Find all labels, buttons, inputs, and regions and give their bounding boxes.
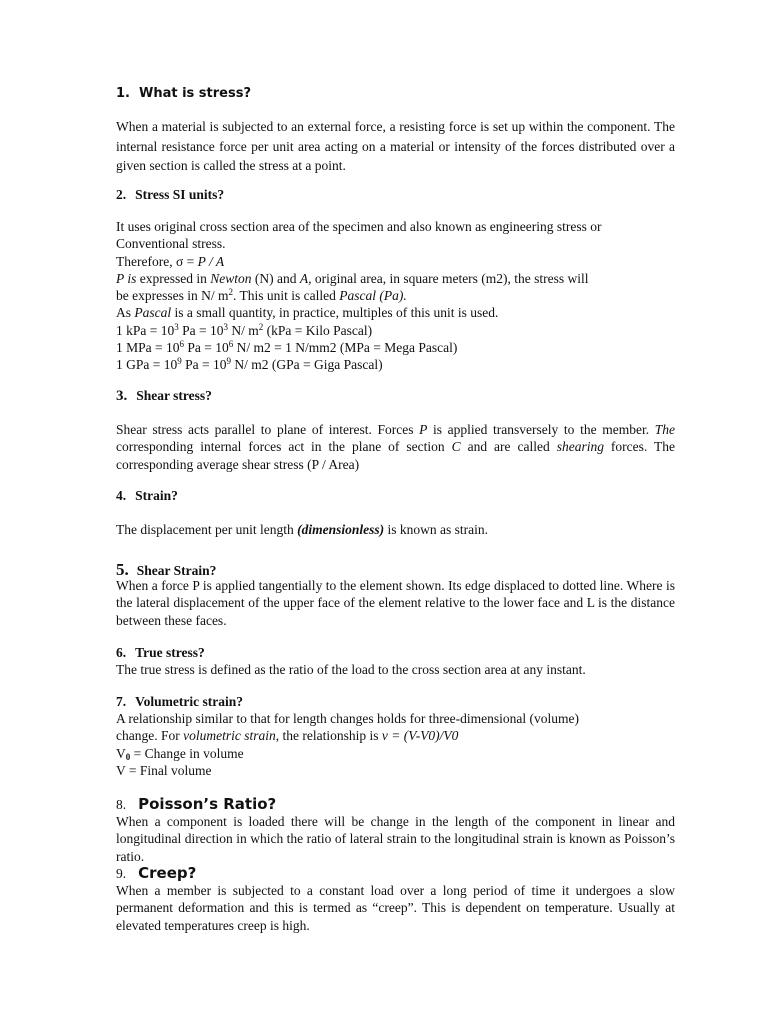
text-fragment: . This unit is called	[232, 288, 340, 304]
heading-title: Shear Strain?	[136, 563, 217, 578]
text-fragment: N/ m2 = 1 N/mm2 (MPa = Mega Pascal)	[233, 340, 458, 356]
heading-number: 3.	[116, 388, 128, 404]
text-fragment: Pa = 10	[178, 322, 224, 338]
text-fragment: be expresses in N/ m	[116, 288, 229, 304]
text-fragment: and are called	[460, 439, 550, 455]
text-line: It uses original cross section area of the specimen and also known as engineering stress or	[116, 219, 602, 234]
text-fragment: P is	[116, 270, 137, 286]
text-fragment: corresponding internal forces act in the plane of section	[116, 439, 452, 455]
heading-number: 6.	[116, 645, 127, 660]
paragraph-volumetric-strain	[116, 710, 675, 779]
text-fragment: is known as strain.	[384, 522, 488, 537]
text-fragment: Therefore, σ =	[116, 253, 198, 269]
text-fragment: (N) and	[251, 270, 300, 286]
text-line: V = Final volume	[116, 762, 212, 778]
text-fragment: = Change in volume	[130, 745, 244, 761]
text-fragment: Pa = 10	[181, 357, 227, 373]
text-fragment: A,	[299, 270, 312, 286]
heading-title: True stress?	[135, 645, 205, 660]
text-fragment: shearing	[556, 439, 604, 455]
formula-text: P / A	[197, 253, 225, 269]
text-fragment: 1 GPa = 10	[116, 357, 178, 373]
unit-line	[116, 356, 675, 373]
heading-volumetric-strain	[116, 694, 243, 710]
text-fragment: Pascal	[134, 305, 172, 321]
heading-number: 7.	[116, 694, 127, 709]
formula-text: v = (V-V0)/V0	[381, 728, 459, 744]
heading-creep	[116, 864, 196, 882]
heading-number: 2.	[116, 187, 127, 202]
paragraph-creep: When a member is subjected to a constant load over a long period of time it undergoes a slow permanent deformation and this is termed as “creep”. This is dependent on temperature. Usually at elevated temperatures creep is high.	[116, 883, 675, 933]
text-line	[116, 745, 675, 762]
paragraph-strain	[116, 521, 675, 538]
text-line: A relationship similar to that for length changes holds for three-dimensional (volume)	[116, 711, 580, 726]
heading-title: Strain?	[135, 488, 178, 503]
paragraph-true-stress: The true stress is defined as the ratio of the load to the cross section area at any instant.	[116, 662, 586, 677]
text-fragment: is applied transversely to the	[427, 422, 597, 437]
text-fragment: forces. The corresponding average shear stress (P / Area)	[116, 439, 675, 472]
text-fragment: N/ m	[228, 322, 259, 338]
text-fragment: C	[451, 439, 461, 455]
superscript: 3	[174, 321, 179, 332]
text-fragment: V	[116, 745, 126, 761]
heading-title: Shear stress?	[136, 388, 212, 403]
heading-title: Volumetric strain?	[135, 694, 243, 709]
text-fragment: As	[116, 305, 135, 321]
text-fragment: original area, in square meters (m2), the stress will	[311, 270, 589, 286]
text-fragment: is a small quantity, in practice, multiples of this unit is used.	[171, 305, 499, 321]
text-fragment: 1 kPa = 10	[116, 322, 175, 338]
superscript: 9	[226, 356, 231, 367]
text-fragment: Pa = 10	[184, 340, 229, 356]
superscript: 9	[177, 356, 182, 367]
heading-title: Creep?	[138, 864, 197, 882]
text-fragment: 1 MPa = 10	[116, 340, 180, 356]
heading-title: Stress SI units?	[135, 187, 225, 202]
text-line	[116, 270, 675, 287]
text-fragment: P	[419, 422, 428, 437]
paragraph-stress-si-units	[116, 218, 675, 374]
unit-line	[116, 322, 675, 339]
heading-number: 4.	[116, 488, 127, 503]
text-fragment: expressed in	[136, 270, 211, 286]
heading-strain	[116, 488, 178, 504]
formula-line	[116, 253, 675, 270]
superscript: 6	[228, 339, 234, 350]
text-fragment: The displacement per unit length	[116, 522, 298, 537]
text-line	[116, 304, 675, 321]
text-fragment: volumetric strain	[183, 728, 276, 744]
heading-number: 1.	[116, 86, 130, 101]
text-line	[116, 727, 675, 744]
text-fragment: Pascal (Pa).	[339, 288, 407, 304]
text-fragment: (kPa = Kilo Pascal)	[263, 322, 373, 338]
superscript: 2	[228, 287, 233, 298]
heading-title: Poisson’s Ratio?	[138, 795, 277, 813]
text-line	[116, 287, 675, 304]
heading-number: 5.	[116, 560, 129, 579]
superscript: 2	[258, 321, 264, 332]
text-line: Conventional stress.	[116, 236, 226, 252]
heading-what-is-stress	[116, 86, 251, 101]
text-fragment: change. For	[116, 728, 184, 744]
text-fragment: The	[654, 422, 675, 437]
heading-true-stress	[116, 645, 205, 661]
paragraph-shear-strain: When a force P is applied tangentially to the element shown. Its edge displaced to dotted line. Where is the lateral displacement of the upper face of the element relative to the lower face and L is the distance between these faces.	[116, 578, 675, 628]
superscript: 6	[179, 339, 184, 350]
unit-line	[116, 339, 675, 356]
text-fragment: , the relationship is	[275, 728, 382, 744]
paragraph-poissons-ratio: When a component is loaded there will be change in the length of the component in linear and longitudinal direction in which the ratio of lateral strain to the longitudinal strain is known as Poisson’s ratio.	[116, 814, 675, 864]
heading-stress-si-units	[116, 187, 224, 203]
heading-title: What is stress?	[138, 86, 252, 101]
paragraph-shear-stress	[116, 421, 675, 473]
text-fragment: member.	[602, 422, 655, 437]
superscript: 3	[223, 321, 228, 332]
paragraph-what-is-stress: When a material is subjected to an external force, a resisting force is set up within the component. The internal resistance force per unit area acting on a material or intensity of the forces distributed over a given section is called the stress at a point.	[116, 119, 675, 173]
heading-number: 8.	[116, 797, 127, 812]
heading-poissons-ratio	[116, 795, 276, 813]
heading-shear-stress	[116, 388, 212, 405]
emphasis-text: (dimensionless)	[297, 522, 385, 537]
text-fragment: Shear stress acts parallel to plane of interest. Forces	[116, 422, 420, 437]
heading-number: 9.	[116, 866, 127, 881]
text-fragment: N/ m2 (GPa = Giga Pascal)	[231, 357, 383, 373]
subscript: 0	[125, 751, 131, 762]
text-fragment: Newton	[210, 270, 252, 286]
